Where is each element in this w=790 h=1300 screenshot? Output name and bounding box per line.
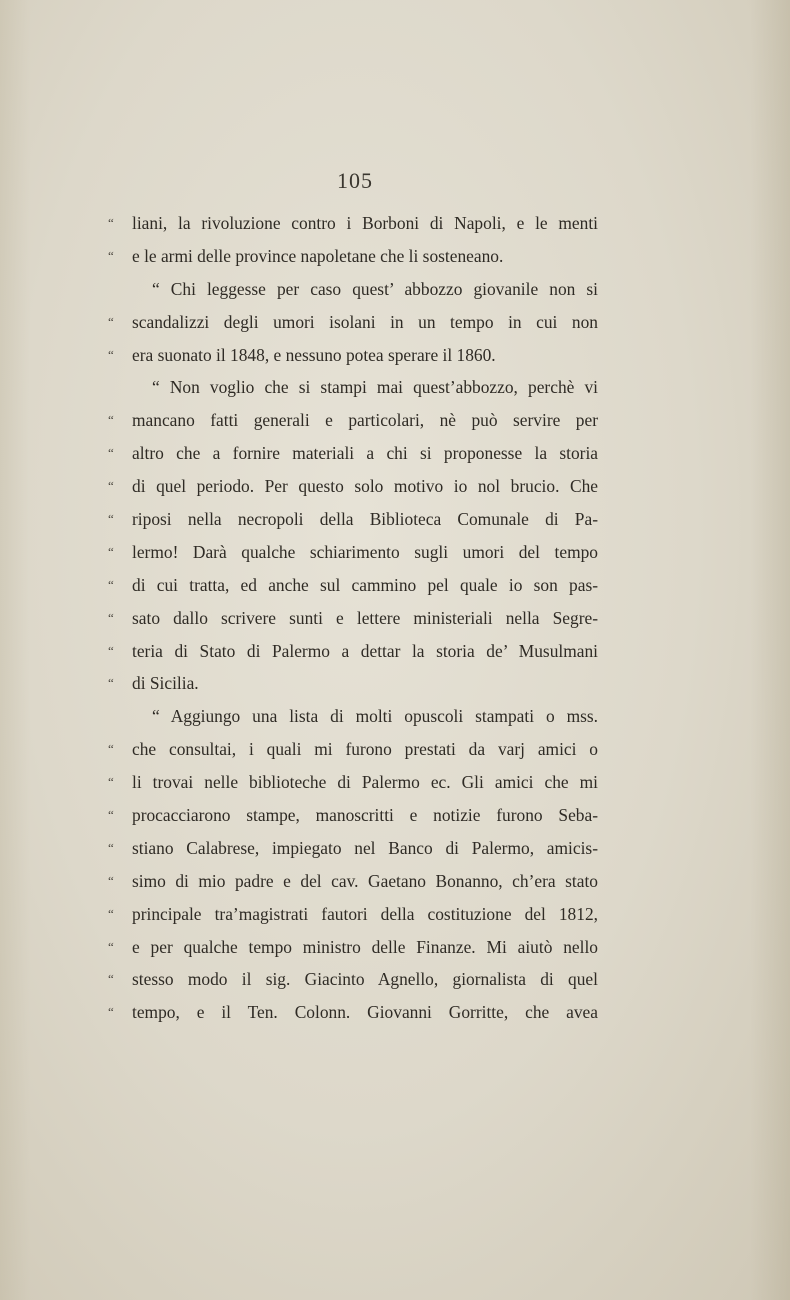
line-text: “ Non voglio che si stampi mai quest’abbozzo, perchè vi bbox=[152, 377, 598, 398]
text-line bbox=[108, 273, 598, 306]
quote-mark: “ bbox=[108, 412, 114, 428]
text-line bbox=[108, 569, 598, 602]
body-text bbox=[108, 207, 598, 1029]
text-line bbox=[108, 766, 598, 799]
line-text: principale tra’magistrati fautori della costituzione del 1812, bbox=[132, 903, 598, 924]
line-text: “ Aggiungo una lista di molti opuscoli stampati o mss. bbox=[152, 706, 598, 727]
quote-mark: “ bbox=[108, 543, 114, 559]
quote-mark: “ bbox=[108, 938, 114, 954]
text-line bbox=[108, 404, 598, 437]
quote-mark: “ bbox=[108, 215, 114, 230]
text-line bbox=[108, 635, 598, 668]
quote-mark: “ bbox=[108, 872, 114, 888]
text-line bbox=[108, 996, 598, 1029]
line-text: di Sicilia. bbox=[132, 673, 199, 694]
line-text: sato dallo scrivere sunti e lettere ministeriali nella Segre- bbox=[132, 607, 598, 628]
line-text: “ Chi leggesse per caso quest’ abbozzo giovanile non si bbox=[152, 278, 598, 299]
page-left-shading bbox=[0, 0, 30, 1300]
line-text: stesso modo il sig. Giacinto Agnello, giornalista di quel bbox=[132, 969, 598, 990]
quote-mark: “ bbox=[108, 642, 114, 658]
text-line bbox=[108, 931, 598, 964]
text-line bbox=[108, 898, 598, 931]
quote-mark: “ bbox=[108, 313, 114, 329]
quote-mark: “ bbox=[108, 1004, 114, 1020]
text-line bbox=[108, 240, 598, 273]
line-text: liani, la rivoluzione contro i Borboni di Napoli, e le menti bbox=[132, 213, 598, 233]
quote-mark: “ bbox=[108, 971, 114, 987]
line-text: riposi nella necropoli della Biblioteca Comunale di Pa- bbox=[132, 509, 598, 530]
line-text: di quel periodo. Per questo solo motivo io nol brucio. Che bbox=[132, 476, 598, 497]
text-line bbox=[108, 371, 598, 404]
text-line bbox=[108, 733, 598, 766]
line-text: lermo! Darà qualche schiarimento sugli umori del tempo bbox=[132, 541, 598, 562]
line-text: era suonato il 1848, e nessuno potea sperare il 1860. bbox=[132, 344, 496, 365]
line-text: procacciarono stampe, manoscritti e notizie furono Seba- bbox=[132, 805, 598, 826]
quote-mark: “ bbox=[108, 609, 114, 625]
quote-mark: “ bbox=[108, 807, 114, 823]
line-text: simo di mio padre e del cav. Gaetano Bonanno, ch’era stato bbox=[132, 870, 598, 891]
quote-mark: “ bbox=[108, 675, 114, 691]
page-number: 105 bbox=[337, 168, 373, 193]
text-line bbox=[108, 667, 598, 700]
text-line bbox=[108, 602, 598, 635]
quote-mark: “ bbox=[108, 511, 114, 527]
text-line bbox=[108, 437, 598, 470]
quote-mark: “ bbox=[108, 839, 114, 855]
line-text: altro che a fornire materiali a chi si proponesse la storia bbox=[132, 443, 598, 464]
line-text: che consultai, i quali mi furono prestati da varj amici o bbox=[132, 739, 598, 760]
line-text: e per qualche tempo ministro delle Finanze. Mi aiutò nello bbox=[132, 936, 598, 957]
quote-mark: “ bbox=[108, 346, 114, 362]
text-line bbox=[108, 799, 598, 832]
quote-mark: “ bbox=[108, 576, 114, 592]
text-line bbox=[108, 700, 598, 733]
quote-mark: “ bbox=[108, 247, 114, 263]
quote-mark: “ bbox=[108, 741, 114, 757]
line-text: stiano Calabrese, impiegato nel Banco di Palermo, amicis- bbox=[132, 837, 598, 858]
quote-mark: “ bbox=[108, 774, 114, 790]
line-text: li trovai nelle biblioteche di Palermo ec. Gli amici che mi bbox=[132, 772, 598, 793]
line-text: tempo, e il Ten. Colonn. Giovanni Gorritte, che avea bbox=[132, 1002, 598, 1023]
text-line bbox=[108, 503, 598, 536]
line-text: teria di Stato di Palermo a dettar la storia de’ Musulmani bbox=[132, 640, 598, 661]
line-text: scandalizzi degli umori isolani in un tempo in cui non bbox=[132, 311, 598, 332]
text-line bbox=[108, 339, 598, 372]
page-right-shading bbox=[750, 0, 790, 1300]
text-line bbox=[108, 470, 598, 503]
quote-mark: “ bbox=[108, 478, 114, 494]
text-line bbox=[108, 536, 598, 569]
quote-mark: “ bbox=[108, 905, 114, 921]
line-text: mancano fatti generali e particolari, nè può servire per bbox=[132, 410, 598, 431]
text-line bbox=[108, 865, 598, 898]
quote-mark: “ bbox=[108, 445, 114, 461]
line-text: e le armi delle province napoletane che li sosteneano. bbox=[132, 245, 504, 266]
text-line bbox=[108, 963, 598, 996]
text-line bbox=[108, 306, 598, 339]
line-text: di cui tratta, ed anche sul cammino pel quale io son pas- bbox=[132, 574, 598, 595]
text-line bbox=[108, 832, 598, 865]
text-line bbox=[108, 207, 598, 240]
